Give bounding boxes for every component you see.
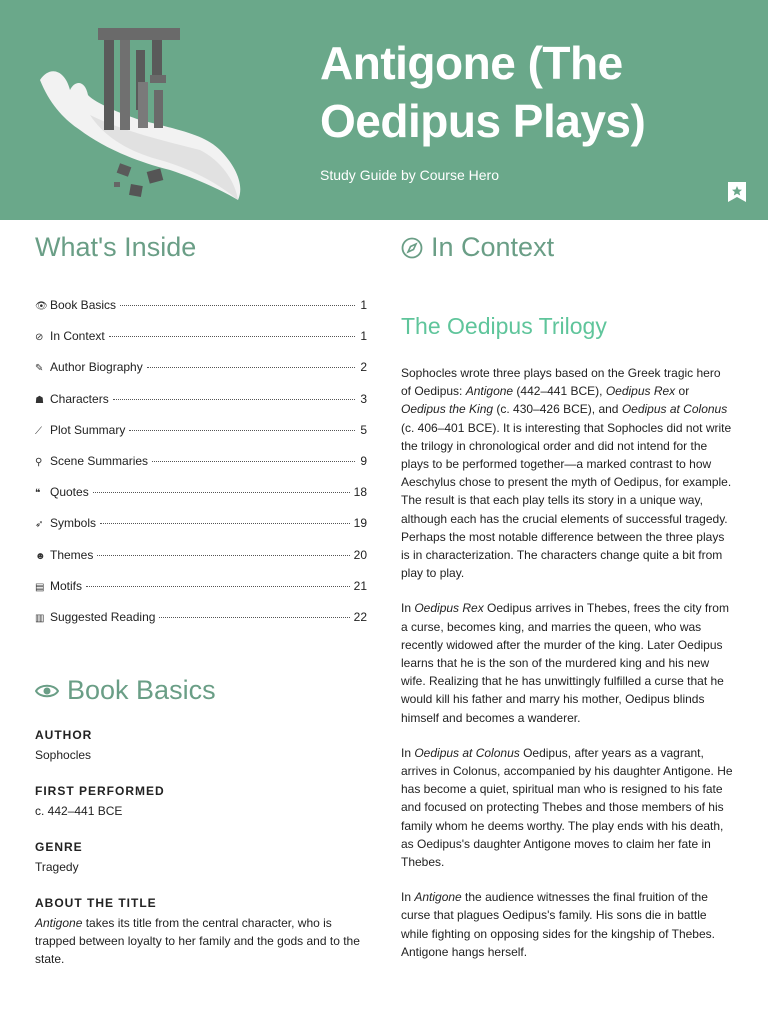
about-title-label: ABOUT THE TITLE [35,896,157,911]
toc-page: 21 [353,578,367,593]
toc-item-themes[interactable] [35,548,367,579]
toc-label: Scene Summaries [50,453,149,468]
genre-label: GENRE [35,840,83,855]
author-value: Sophocles [35,748,92,763]
people-icon: ☗ [35,394,44,406]
context-paragraph-4 [401,888,733,961]
about-title-text: takes its title from the central character, who is trapped between loyalty to her family and the gods and to the state. [35,916,360,967]
italic-run: Oedipus Rex [605,384,676,399]
leader-dots [129,430,355,431]
leader-dots [97,555,349,556]
toc-label: In Context [50,329,105,344]
text-run: (c. 406–401 BCE). It is interesting that Sophocles did not write the trilogy in chronological order and did not intend for the plays to be performed together—a marked contrast to how Aeschylus chose to present the myth of Oedipus, for example. The result is that each play tells its story in a unique way, although each has the crucial elements of successful tragedy. Perhaps the most notable difference between the three plays is in characterization. The characters change quite a bit from play to play. [401,420,732,581]
toc-item-suggested-reading[interactable] [35,610,367,641]
author-label: AUTHOR [35,728,93,743]
toc-label: Symbols [50,516,97,531]
quote-icon: ❝ [35,488,41,500]
toc-page: 9 [360,453,367,468]
right-column [401,220,733,961]
italic-run: Antigone [414,890,462,905]
text-run: In [401,745,415,760]
toc-page: 5 [360,422,367,437]
toc-label: Plot Summary [50,422,126,437]
books-icon: ▥ [35,612,45,624]
leader-dots [100,523,350,524]
toc-label: Motifs [50,578,83,593]
first-performed-value: c. 442–441 BCE [35,804,123,819]
magnifier-icon: ⚲ [35,456,43,468]
eye-icon: 👁 [35,301,48,312]
about-title-italic: Antigone [35,916,83,931]
toc-label: Suggested Reading [50,609,156,624]
book-basics-heading [35,675,367,706]
italic-run: Oedipus at Colonus [414,745,520,760]
first-performed-label: FIRST PERFORMED [35,784,165,799]
italic-run: Oedipus the King [401,402,494,417]
toc-page: 1 [360,298,367,312]
context-paragraph-3 [401,744,733,871]
text-run: the audience witnesses the final fruition of the curse that plagues Oedipus's family. His sons die in battle while fighting on opposing sides for the kingship of Thebes. Antigone hangs herself. [401,890,715,959]
toc-label: Book Basics [50,298,117,312]
italic-run: Oedipus at Colonus [621,402,728,417]
text-run: Oedipus, after years as a vagrant, arrives in Colonus, accompanied by his daughter Antigone. He has become a quiet, spiritual man who is resigned to his fate and focused on protecting Thebes and those members of his family whom he deems worthy. The play ends with his death, as Oedipus's daughter Antigone moves to claim her fate in Thebes. [401,745,733,870]
quill-icon: ✎ [35,363,44,375]
toc-item-author-biography[interactable] [35,360,367,391]
text-run: (c. 430–426 BCE), and [493,402,622,417]
about-title-value [35,914,367,968]
genre-value: Tragedy [35,860,79,875]
leader-dots [147,367,355,368]
leader-dots [109,336,355,337]
toc-page: 22 [353,609,367,624]
compass-icon [401,237,423,259]
toc-page: 20 [353,547,367,562]
leader-dots [159,617,349,618]
leader-dots [93,492,350,493]
toc-item-characters[interactable] [35,392,367,423]
italic-run: Antigone [465,384,514,399]
text-run: In [401,890,415,905]
italic-run: Oedipus Rex [414,601,484,616]
compass-icon: ⊘ [35,332,44,344]
table-of-contents [35,298,367,641]
leader-dots [152,461,355,462]
left-column [35,220,367,968]
toc-label: Themes [50,547,94,562]
toc-item-in-context[interactable] [35,329,367,360]
text-run: Oedipus arrives in Thebes, frees the city from a curse, becomes king, and marries the queen, who was recently widowed after the murder of the king. Later Oedipus learns that he is the son of the murdered king and his new wife. Realizing that he has unwittingly fulfilled a curse that he would kill his father and marry his mother, Oedipus blinds himself and becomes a wanderer. [401,601,729,725]
document-icon: ▤ [35,581,45,593]
toc-page: 19 [353,516,367,531]
in-context-heading-text: In Context [431,232,555,262]
eye-icon [35,683,59,699]
document-title: Antigone (The Oedipus Plays) [320,37,646,147]
toc-page: 2 [360,360,367,375]
masks-icon: ☻ [35,550,46,562]
text-run: Sophocles wrote three plays based on the Greek tragic hero of Oedipus: [401,366,721,399]
text-run: or [675,384,690,399]
document-subtitle: Study Guide by Course Hero [320,167,499,183]
context-paragraph-1 [401,364,733,582]
toc-page: 1 [360,329,367,344]
text-run: In [401,601,415,616]
hand-holding-ruins-illustration [30,20,270,220]
context-paragraph-2 [401,599,733,726]
toc-label: Characters [50,391,109,406]
toc-label: Author Biography [50,360,143,375]
toc-item-scene-summaries[interactable] [35,454,367,485]
bookmark-star-icon[interactable] [728,182,746,202]
toc-item-quotes[interactable] [35,485,367,516]
oedipus-trilogy-subheading: The Oedipus Trilogy [401,313,607,339]
header-banner [0,0,768,220]
leader-dots [120,305,355,306]
chart-icon: ⟋ [35,425,42,437]
book-basics-heading-text: Book Basics [67,675,216,706]
whats-inside-heading: What's Inside [35,232,197,262]
text-run: (442–441 BCE), [513,384,606,399]
toc-label: Quotes [50,485,89,500]
bird-icon: ➶ [35,519,44,531]
toc-item-book-basics[interactable] [35,298,367,329]
toc-item-plot-summary[interactable] [35,423,367,454]
leader-dots [86,586,350,587]
toc-page: 3 [360,391,367,406]
in-context-heading [401,232,733,263]
toc-page: 18 [353,485,367,500]
leader-dots [113,399,355,400]
toc-item-motifs[interactable] [35,579,367,610]
toc-item-symbols[interactable] [35,516,367,547]
